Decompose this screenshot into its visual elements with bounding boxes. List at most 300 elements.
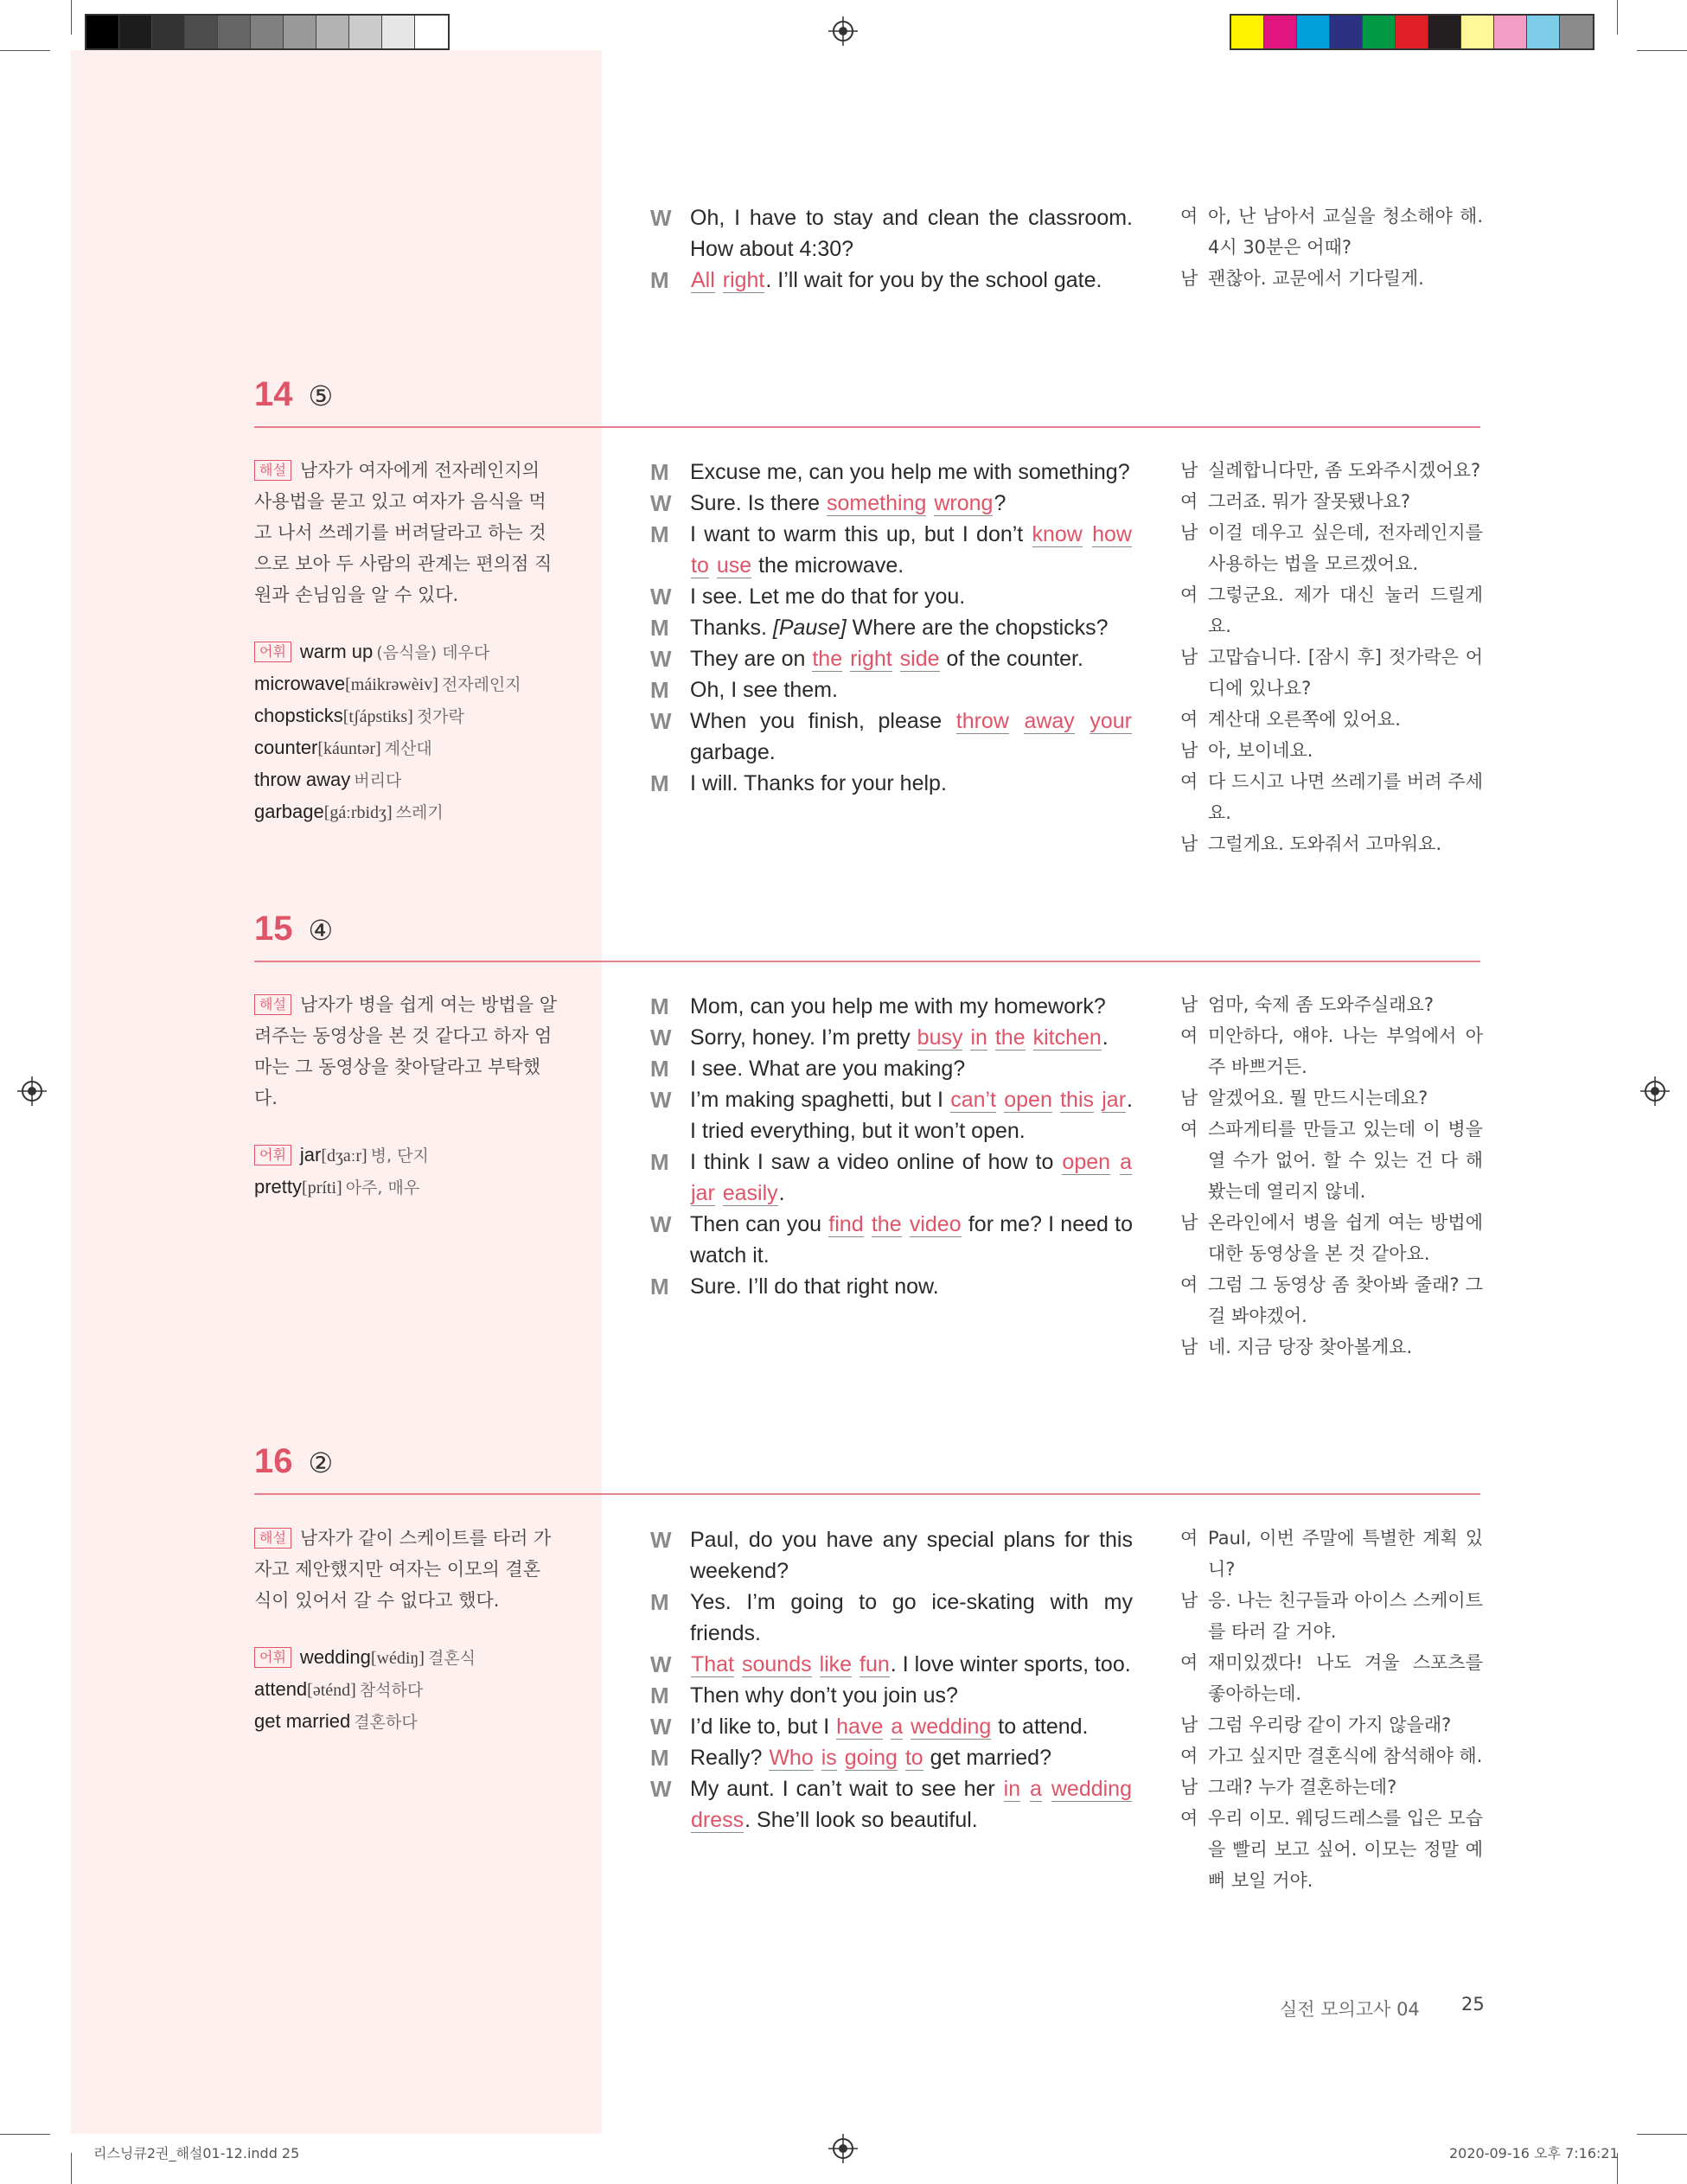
dialogue-segment: I’m making spaghetti, but I xyxy=(690,1088,950,1112)
answer-blank: can’t xyxy=(950,1088,996,1112)
vocab-item xyxy=(254,764,557,796)
answer-blank: find xyxy=(828,1212,864,1236)
translation-line xyxy=(1180,766,1483,828)
dialogue-text xyxy=(690,457,1133,488)
answer-blank: side xyxy=(899,647,940,671)
translation-speaker: 남 xyxy=(1180,268,1198,289)
crop-mark xyxy=(71,2153,72,2184)
print-imprint-timestamp: 2020-09-16 오후 7:16:21 xyxy=(1449,2145,1619,2162)
dialogue-line xyxy=(650,581,1133,612)
dialogue-text xyxy=(690,1587,1133,1649)
speaker-label: M xyxy=(650,267,669,293)
color-swatch xyxy=(185,16,218,48)
dialogue-segment xyxy=(988,1025,994,1050)
answer-blank: wedding xyxy=(911,1715,992,1739)
answer-blank: have xyxy=(836,1715,884,1739)
dialogue-segment xyxy=(853,1652,859,1676)
translation-text: 계산대 오른쪽에 있어요. xyxy=(1208,709,1401,730)
dialogue-segment: My aunt. I can’t wait to see her xyxy=(690,1777,1003,1801)
speaker-label: M xyxy=(650,1589,669,1615)
explanation-block xyxy=(254,1523,557,1738)
dialogue-segment xyxy=(904,1715,910,1739)
answer-blank: this xyxy=(1060,1088,1094,1112)
dialogue-text xyxy=(690,202,1133,265)
speaker-label: M xyxy=(650,770,669,796)
color-swatch xyxy=(1363,16,1396,48)
vocab-meaning: 버리다 xyxy=(354,771,402,790)
dialogue-text xyxy=(690,1742,1133,1773)
translation-text: 알겠어요. 뭘 만드시는데요? xyxy=(1208,1088,1428,1108)
section-divider xyxy=(254,426,1480,428)
dialogue-line xyxy=(650,519,1133,581)
dialogue-segment: Sorry, honey. I’m pretty xyxy=(690,1025,917,1050)
vocab-tag: 어휘 xyxy=(254,1145,291,1165)
vocab-item xyxy=(254,668,557,700)
korean-translation xyxy=(1180,1523,1483,1896)
registration-mark-icon xyxy=(828,16,858,46)
speaker-label: W xyxy=(650,1714,672,1740)
color-swatch xyxy=(316,16,349,48)
vocab-item xyxy=(254,1172,557,1204)
dialogue-line xyxy=(650,488,1133,519)
dialogue-text xyxy=(690,991,1133,1022)
vocab-meaning: 쓰레기 xyxy=(395,803,444,822)
korean-translation xyxy=(1180,989,1483,1363)
color-swatch xyxy=(1264,16,1297,48)
dialogue-segment xyxy=(997,1088,1003,1112)
translation-speaker: 여 xyxy=(1180,1119,1198,1140)
vocab-word: attend xyxy=(254,1678,308,1700)
answer-blank: jar xyxy=(691,1181,715,1205)
explanation-body: 남자가 같이 스케이트를 타러 가자고 제안했지만 여자는 이모의 결혼식이 있어서 갈 수 없다고 했다. xyxy=(254,1528,552,1611)
answer-blank: That xyxy=(691,1652,735,1676)
registration-mark-icon xyxy=(1640,1076,1670,1106)
vocab-word: garbage xyxy=(254,801,324,822)
dialogue-segment: I see. Let me do that for you. xyxy=(690,584,966,609)
vocab-item xyxy=(254,1674,557,1706)
answer-blank: in xyxy=(1003,1777,1021,1801)
dialogue-segment xyxy=(838,1746,844,1770)
translation-speaker: 남 xyxy=(1180,522,1198,543)
vocab-item xyxy=(254,700,557,732)
color-swatch xyxy=(1494,16,1527,48)
color-swatch xyxy=(119,16,152,48)
explanation-tag: 해설 xyxy=(254,1528,291,1549)
dialogue-segment xyxy=(1043,1777,1051,1801)
translation-speaker: 여 xyxy=(1180,1274,1198,1295)
translation-speaker: 여 xyxy=(1180,1746,1198,1766)
dialogue-segment xyxy=(963,1025,969,1050)
answer-blank: easily xyxy=(722,1181,778,1205)
dialogue-segment: get married? xyxy=(923,1746,1051,1770)
translation-text: 엄마, 숙제 좀 도와주실래요? xyxy=(1208,994,1434,1015)
color-swatch xyxy=(284,16,316,48)
dialogue-line xyxy=(650,1587,1133,1649)
answer-blank: like xyxy=(819,1652,853,1676)
dialogue-segment xyxy=(735,1652,741,1676)
translation-speaker: 여 xyxy=(1180,584,1198,605)
dialogue-segment xyxy=(1083,522,1091,546)
answer-blank: the xyxy=(871,1212,902,1236)
speaker-label: W xyxy=(650,584,672,610)
answer-blank: know xyxy=(1032,522,1083,546)
dialogue-text xyxy=(690,1711,1133,1742)
dialogue-segment xyxy=(1111,1150,1119,1174)
vocab-pronunciation: [príti] xyxy=(302,1178,342,1197)
vocab-item xyxy=(254,1706,557,1738)
answer-blank: to xyxy=(904,1746,923,1770)
answer-blank: throw xyxy=(955,709,1009,733)
translation-line xyxy=(1180,1020,1483,1082)
dialogue-segment xyxy=(716,1181,722,1205)
translation-speaker: 여 xyxy=(1180,1528,1198,1549)
translation-line xyxy=(1180,704,1483,735)
color-swatch xyxy=(152,16,185,48)
translation-speaker: 남 xyxy=(1180,1777,1198,1798)
dialogue-segment: Mom, can you help me with my homework? xyxy=(690,994,1106,1019)
translation-line xyxy=(1180,1523,1483,1585)
vocab-item xyxy=(254,1140,557,1172)
dialogue-text xyxy=(690,1524,1133,1587)
translation-speaker: 여 xyxy=(1180,771,1198,792)
vocab-meaning: 결혼식 xyxy=(427,1649,476,1668)
dialogue-text xyxy=(690,488,1133,519)
translation-line xyxy=(1180,642,1483,704)
translation-line xyxy=(1180,1740,1483,1772)
vocab-word: throw away xyxy=(254,769,351,790)
answer-blank: the xyxy=(812,647,843,671)
translation-text: 그럴게요. 도와줘서 고마워요. xyxy=(1208,833,1442,854)
answer-blank: a xyxy=(1120,1150,1132,1174)
dialogue-segment xyxy=(843,647,849,671)
dialogue-segment: When you finish, please xyxy=(690,709,955,733)
color-swatch xyxy=(1428,16,1461,48)
vocab-meaning: 아주, 매우 xyxy=(345,1178,420,1197)
dialogue-segment xyxy=(1053,1088,1059,1112)
speaker-label: M xyxy=(650,1683,669,1708)
dialogue-line xyxy=(650,202,1133,265)
translation-line xyxy=(1180,989,1483,1020)
color-swatch xyxy=(1527,16,1560,48)
translation-text: 그럼 우리랑 같이 가지 않을래? xyxy=(1208,1715,1452,1735)
vocab-pronunciation: [dʒaːr] xyxy=(321,1146,367,1165)
dialogue-text xyxy=(690,612,1133,643)
speaker-label: W xyxy=(650,646,672,672)
dialogue-segment xyxy=(1010,709,1024,733)
translation-line xyxy=(1180,1803,1483,1896)
translation-speaker: 남 xyxy=(1180,1212,1198,1233)
vocabulary-list xyxy=(254,1642,557,1738)
dialogue-text xyxy=(690,1680,1133,1711)
crop-mark xyxy=(71,0,72,35)
vocab-item xyxy=(254,796,557,828)
translation-text: 재미있겠다! 나도 겨울 스포츠를 좋아하는데. xyxy=(1208,1652,1483,1704)
translation-speaker: 남 xyxy=(1180,740,1198,761)
dialogue-text xyxy=(690,643,1133,674)
answer-blank: the xyxy=(994,1025,1026,1050)
translation-line xyxy=(1180,455,1483,486)
answer-blank: in xyxy=(970,1025,987,1050)
explanation-text xyxy=(254,1523,557,1616)
dialogue-script xyxy=(650,457,1133,799)
dialogue-segment: Oh, I see them. xyxy=(690,678,838,702)
dialogue-segment: . xyxy=(1102,1025,1109,1050)
speaker-label: M xyxy=(650,677,669,703)
dialogue-segment xyxy=(893,647,899,671)
vocab-word: chopsticks xyxy=(254,705,343,726)
dialogue-line xyxy=(650,1271,1133,1302)
answer-blank: kitchen xyxy=(1032,1025,1102,1050)
dialogue-segment: I will. Thanks for your help. xyxy=(690,771,947,795)
explanation-text xyxy=(254,455,557,610)
translation-speaker: 여 xyxy=(1180,709,1198,730)
dialogue-segment: I’d like to, but I xyxy=(690,1715,836,1739)
translation-text: 그래? 누가 결혼하는데? xyxy=(1208,1777,1397,1798)
translation-text: 온라인에서 병을 쉽게 여는 방법에 대한 동영상을 본 것 같아요. xyxy=(1208,1212,1483,1264)
color-swatch xyxy=(1461,16,1494,48)
crop-mark xyxy=(1637,2134,1687,2135)
vocab-meaning: 계산대 xyxy=(384,739,432,758)
dialogue-segment xyxy=(898,1746,904,1770)
translation-text: Paul, 이번 주말에 특별한 계획 있니? xyxy=(1208,1528,1483,1580)
translation-speaker: 여 xyxy=(1180,1652,1198,1673)
speaker-label: M xyxy=(650,1149,669,1175)
answer-blank: dress xyxy=(691,1808,744,1832)
answer-blank: sounds xyxy=(741,1652,812,1676)
dialogue-segment: the microwave. xyxy=(752,553,904,578)
translation-line xyxy=(1180,1114,1483,1207)
translation-speaker: 여 xyxy=(1180,206,1198,227)
vocab-word: jar xyxy=(299,1144,322,1165)
vocab-meaning: 젓가락 xyxy=(416,707,464,726)
translation-speaker: 여 xyxy=(1180,491,1198,512)
vocab-tag: 어휘 xyxy=(254,642,291,662)
dialogue-segment: . She’ll look so beautiful. xyxy=(744,1808,978,1832)
dialogue-line xyxy=(650,1524,1133,1587)
dialogue-line xyxy=(650,1742,1133,1773)
translation-speaker: 여 xyxy=(1180,1808,1198,1829)
korean-translation xyxy=(1180,455,1483,859)
dialogue-segment: Yes. I’m going to go ice-skating with my friends. xyxy=(690,1590,1133,1645)
translation-line xyxy=(1180,1709,1483,1740)
dialogue-text xyxy=(690,1084,1133,1146)
dialogue-segment: . I love winter sports, too. xyxy=(890,1652,1131,1676)
dialogue-text xyxy=(690,1146,1133,1209)
vocab-word: wedding xyxy=(299,1646,371,1668)
vocab-word: counter xyxy=(254,737,318,758)
dialogue-segment xyxy=(1026,1025,1032,1050)
dialogue-segment: . I tried everything, but it won’t open. xyxy=(690,1088,1133,1143)
section-divider xyxy=(254,961,1480,962)
translation-text: 가고 싶지만 결혼식에 참석해야 해. xyxy=(1208,1746,1483,1766)
speaker-label: W xyxy=(650,1776,672,1802)
vocab-pronunciation: [tʃápstiks] xyxy=(342,707,413,726)
registration-mark-icon xyxy=(17,1076,47,1106)
dialogue-line xyxy=(650,1053,1133,1084)
dialogue-text xyxy=(690,768,1133,799)
explanation-tag: 해설 xyxy=(254,460,291,481)
translation-text: 미안하다, 얘야. 나는 부엌에서 아주 바쁘거든. xyxy=(1208,1025,1483,1077)
speaker-label: M xyxy=(650,1745,669,1771)
vocab-word: get married xyxy=(254,1710,351,1732)
translation-text: 그러죠. 뭐가 잘못됐나요? xyxy=(1208,491,1411,512)
dialogue-text xyxy=(690,1209,1133,1271)
vocab-tag: 어휘 xyxy=(254,1647,291,1668)
color-swatch xyxy=(349,16,382,48)
crop-mark xyxy=(0,50,50,51)
answer-blank: All xyxy=(691,268,715,292)
vocab-meaning: 병, 단지 xyxy=(370,1146,429,1165)
dialogue-text xyxy=(690,581,1133,612)
dialogue-segment: to attend. xyxy=(992,1715,1089,1739)
translation-text: 아, 보이네요. xyxy=(1208,740,1313,761)
color-swatch xyxy=(1297,16,1330,48)
translation-text: 응. 나는 친구들과 아이스 스케이트를 타러 갈 거야. xyxy=(1208,1590,1483,1642)
translation-text: 고맙습니다. [잠시 후] 젓가락은 어디에 있나요? xyxy=(1208,647,1483,699)
speaker-label: M xyxy=(650,521,669,547)
vocab-pronunciation: [əténd] xyxy=(307,1681,356,1700)
explanation-body: 남자가 병을 쉽게 여는 방법을 알려주는 동영상을 본 것 같다고 하자 엄마는 그 동영상을 찾아달라고 부탁했다. xyxy=(254,994,558,1108)
speaker-label: W xyxy=(650,1211,672,1237)
vocab-item xyxy=(254,636,557,668)
translation-line xyxy=(1180,1331,1483,1363)
explanation-tag: 해설 xyxy=(254,994,291,1015)
question-heading-15: 15 ④ xyxy=(254,910,334,948)
translation-text: 우리 이모. 웨딩드레스를 입은 모습을 빨리 보고 싶어. 이모는 정말 예뻐 보일 거야. xyxy=(1208,1808,1483,1891)
translation-line xyxy=(1180,486,1483,517)
dialogue-text xyxy=(690,674,1133,706)
dialogue-segment xyxy=(1095,1088,1101,1112)
dialogue-segment: Then can you xyxy=(690,1212,828,1236)
dialogue-text xyxy=(690,1649,1133,1680)
dialogue-line xyxy=(650,1680,1133,1711)
speaker-label: M xyxy=(650,1056,669,1082)
vocab-pronunciation: [káuntər] xyxy=(317,739,381,758)
dialogue-line xyxy=(650,706,1133,768)
dialogue-text xyxy=(690,519,1133,581)
speaker-label: W xyxy=(650,1527,672,1553)
print-imprint-filename: 리스닝큐2권_해설01-12.indd 25 xyxy=(93,2145,300,2162)
dialogue-line xyxy=(650,1146,1133,1209)
translation-text: 그럼 그 동영상 좀 찾아봐 줄래? 그걸 봐야겠어. xyxy=(1208,1274,1483,1326)
stage-direction: [Pause] xyxy=(772,616,847,640)
color-swatch xyxy=(1560,16,1593,48)
translation-line xyxy=(1180,517,1483,579)
dialogue-line xyxy=(650,1711,1133,1742)
dialogue-segment: Paul, do you have any special plans for this weekend? xyxy=(690,1528,1133,1583)
answer-blank: fun xyxy=(859,1652,890,1676)
speaker-label: M xyxy=(650,459,669,485)
dialogue-segment xyxy=(927,491,933,515)
dialogue-segment xyxy=(903,1212,909,1236)
dialogue-text xyxy=(690,265,1133,296)
answer-blank: jar xyxy=(1102,1088,1127,1112)
translation-speaker: 남 xyxy=(1180,647,1198,667)
speaker-label: W xyxy=(650,708,672,734)
question-heading-14: 14 ⑤ xyxy=(254,375,334,413)
translation-speaker: 남 xyxy=(1180,460,1198,481)
vocab-meaning: (음식을) 데우다 xyxy=(376,643,490,662)
answer-blank: open xyxy=(1062,1150,1111,1174)
dialogue-text xyxy=(690,1022,1133,1053)
explanation-block xyxy=(254,989,557,1204)
vocab-word: microwave xyxy=(254,673,346,694)
answer-blank: a xyxy=(1030,1777,1042,1801)
answer-blank: Who xyxy=(769,1746,814,1770)
translation-speaker: 남 xyxy=(1180,1590,1198,1611)
dialogue-line xyxy=(650,1209,1133,1271)
dialogue-segment xyxy=(716,268,722,292)
color-swatch xyxy=(86,16,119,48)
dialogue-text xyxy=(690,1053,1133,1084)
dialogue-line xyxy=(650,1022,1133,1053)
dialogue-segment: . I’ll wait for you by the school gate. xyxy=(765,268,1102,292)
vocab-pronunciation: [wédiŋ] xyxy=(370,1649,425,1668)
vocab-item xyxy=(254,732,557,764)
translation-text: 이걸 데우고 싶은데, 전자레인지를 사용하는 법을 모르겠어요. xyxy=(1208,522,1483,574)
explanation-block xyxy=(254,455,557,828)
dialogue-line xyxy=(650,643,1133,674)
dialogue-segment: Thanks. xyxy=(690,616,773,640)
translation-speaker: 남 xyxy=(1180,1088,1198,1108)
translation-line xyxy=(1180,1585,1483,1647)
translation-line xyxy=(1180,579,1483,642)
speaker-label: W xyxy=(650,1025,672,1050)
color-swatch xyxy=(1330,16,1363,48)
translation-speaker: 남 xyxy=(1180,994,1198,1015)
dialogue-segment: ? xyxy=(994,491,1006,515)
answer-blank: away xyxy=(1024,709,1075,733)
dialogue-segment: Excuse me, can you help me with something? xyxy=(690,460,1130,484)
translation-text: 괜찮아. 교문에서 기다릴게. xyxy=(1208,268,1424,289)
dialogue-segment: garbage. xyxy=(690,740,776,764)
dialogue-script xyxy=(650,1524,1133,1836)
answer-blank: open xyxy=(1004,1088,1052,1112)
dialogue-segment: I want to warm this up, but I don’t xyxy=(690,522,1032,546)
dialogue-segment xyxy=(865,1212,871,1236)
answer-blank: wrong xyxy=(934,491,994,515)
answer-blank: to xyxy=(691,553,709,578)
vocab-item xyxy=(254,1642,557,1674)
dialogue-segment: Then why don’t you join us? xyxy=(690,1683,958,1708)
color-swatch xyxy=(1396,16,1428,48)
translation-line xyxy=(1180,201,1483,263)
dialogue-line xyxy=(650,1649,1133,1680)
registration-mark-icon xyxy=(828,2134,858,2163)
speaker-label: W xyxy=(650,1651,672,1677)
translation-speaker: 남 xyxy=(1180,833,1198,854)
translation-speaker: 여 xyxy=(1180,1025,1198,1046)
color-swatch xyxy=(251,16,284,48)
answer-blank: use xyxy=(716,553,752,578)
dialogue-text xyxy=(690,1271,1133,1302)
dialogue-segment: for me? I need to watch it. xyxy=(690,1212,1133,1268)
dialogue-segment: Where are the chopsticks? xyxy=(846,616,1109,640)
answer-blank: your xyxy=(1090,709,1132,733)
translation-text: 네. 지금 당장 찾아볼게요. xyxy=(1208,1337,1413,1357)
explanation-text xyxy=(254,989,557,1114)
speaker-label: W xyxy=(650,490,672,516)
dialogue-segment: They are on xyxy=(690,647,812,671)
answer-blank: wedding xyxy=(1051,1777,1132,1801)
dialogue-text xyxy=(690,1773,1133,1836)
translation-line xyxy=(1180,1772,1483,1803)
answer-blank: is xyxy=(821,1746,837,1770)
translation-line xyxy=(1180,735,1483,766)
dialogue-segment xyxy=(1076,709,1090,733)
answer-blank: a xyxy=(891,1715,904,1739)
speaker-label: W xyxy=(650,205,672,231)
